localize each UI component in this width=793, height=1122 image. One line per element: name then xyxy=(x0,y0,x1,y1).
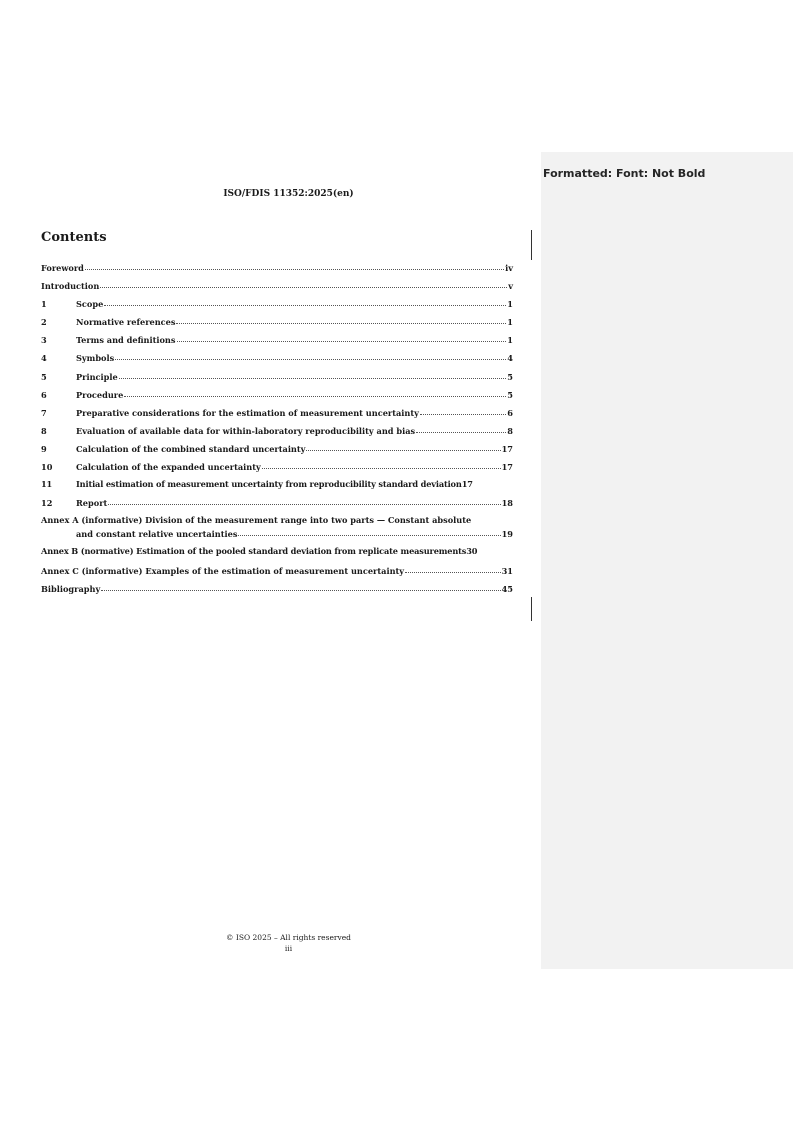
toc-entry-page: 19 xyxy=(501,529,513,540)
dot-leader xyxy=(100,279,507,289)
toc-entry-initial-estimation[interactable] xyxy=(41,478,513,491)
toc-entry-evaluation-available-data[interactable] xyxy=(41,424,513,437)
toc-entry-title: Calculation of the combined standard uncertainty xyxy=(76,443,306,454)
dot-leader xyxy=(262,460,501,470)
toc-entry-title: Annex B (normative) Estimation of the pooled standard deviation from replicate measurements xyxy=(41,546,467,557)
toc-entry-combined-standard-uncertainty[interactable] xyxy=(41,442,513,455)
toc-entry-title: Terms and definitions xyxy=(76,335,176,346)
dot-leader xyxy=(177,333,507,343)
toc-entry-annex-a[interactable] xyxy=(41,514,513,540)
toc-entry-page: 45 xyxy=(501,583,513,594)
toc-entry-page: 31 xyxy=(501,565,513,576)
toc-entry-scope[interactable] xyxy=(41,297,513,310)
toc-entry-terms-definitions[interactable] xyxy=(41,333,513,346)
annex-a-title-line1: Annex A (informative) Division of the measurement range into two parts — Constant absolute xyxy=(41,515,472,526)
toc-entry-normative-references[interactable] xyxy=(41,315,513,328)
dot-leader xyxy=(124,388,506,398)
toc-entry-introduction[interactable] xyxy=(41,279,513,292)
comment-pane-title: Formatted: Font: Not Bold xyxy=(543,167,706,180)
toc-entry-page: iv xyxy=(505,263,513,273)
toc-entry-page: 17 xyxy=(461,479,473,490)
toc-entry-number: 9 xyxy=(41,443,47,454)
page-footer xyxy=(0,932,577,954)
dot-leader xyxy=(405,564,501,574)
toc-entry-report[interactable] xyxy=(41,496,513,509)
toc-entry-title: Initial estimation of measurement uncertainty from reproducibility standard deviation xyxy=(76,479,462,490)
toc-entry-title: Annex C (informative) Examples of the estimation of measurement uncertainty xyxy=(41,565,405,576)
dot-leader xyxy=(115,351,506,361)
toc-entry-expanded-uncertainty[interactable] xyxy=(41,460,513,473)
toc-entry-number: 5 xyxy=(41,371,47,382)
toc-entry-title: Principle xyxy=(76,371,118,382)
toc-entry-preparative-considerations[interactable] xyxy=(41,406,513,419)
toc-entry-page: v xyxy=(508,281,513,292)
dot-leader xyxy=(420,406,506,416)
toc-entry-number: 7 xyxy=(41,407,47,418)
toc-entry-title: Calculation of the expanded uncertainty xyxy=(76,462,261,473)
dot-leader xyxy=(416,424,506,434)
toc-entry-number: 12 xyxy=(41,498,53,509)
toc-entry-title: Scope xyxy=(76,299,104,310)
toc-entry-page: 5 xyxy=(507,371,513,382)
toc-entry-principle[interactable] xyxy=(41,370,513,383)
toc-entry-title: Normative references xyxy=(76,317,176,328)
dot-leader xyxy=(85,261,504,271)
dot-leader xyxy=(176,315,506,325)
dot-leader xyxy=(104,297,506,307)
toc-entry-title: Introduction xyxy=(41,281,100,292)
toc-entry-annex-b[interactable] xyxy=(41,545,513,558)
toc-entry-number: 6 xyxy=(41,389,47,400)
toc-entry-number: 10 xyxy=(41,462,53,473)
toc-entry-number: 4 xyxy=(41,353,47,364)
toc-entry-title: Report xyxy=(76,498,108,509)
page-number: iii xyxy=(284,944,293,953)
toc-entry-title: Evaluation of available data for within-laboratory reproducibility and bias xyxy=(76,425,416,436)
toc-entry-procedure[interactable] xyxy=(41,388,513,401)
toc-entry-page: 17 xyxy=(501,443,513,454)
dot-leader xyxy=(101,582,500,592)
toc-entry-page: 30 xyxy=(466,546,478,557)
contents-heading: Contents xyxy=(41,230,107,245)
toc-entry-page: 18 xyxy=(501,498,513,509)
toc-entry-number: 11 xyxy=(41,479,53,490)
toc-entry-number: 3 xyxy=(41,335,47,346)
toc-entry-page: 4 xyxy=(507,353,513,364)
toc-entry-title: Symbols xyxy=(76,353,115,364)
toc-entry-annex-c[interactable] xyxy=(41,564,513,577)
toc-entry-number: 1 xyxy=(41,299,47,310)
toc-entry-bibliography[interactable] xyxy=(41,582,513,595)
toc-entry-page: 6 xyxy=(507,407,513,418)
document-id-header: ISO/FDIS 11352:2025(en) xyxy=(223,189,354,199)
dot-leader xyxy=(306,442,500,452)
toc-entry-title: Bibliography xyxy=(41,583,101,594)
toc-entry-number: 2 xyxy=(41,317,47,328)
toc-entry-page: 1 xyxy=(507,335,513,346)
comment-pane xyxy=(541,152,793,969)
toc-entry-page: 1 xyxy=(507,299,513,310)
toc-entry-foreword[interactable] xyxy=(41,261,513,274)
toc-entry-title: Procedure xyxy=(76,389,124,400)
dot-leader xyxy=(108,496,500,506)
toc-entry-title: Preparative considerations for the estimation of measurement uncertainty xyxy=(76,407,419,418)
toc-entry-page: 17 xyxy=(501,462,513,473)
table-of-contents xyxy=(41,261,513,600)
toc-entry-number: 8 xyxy=(41,425,47,436)
dot-leader xyxy=(119,370,507,380)
toc-entry-page: 1 xyxy=(507,317,513,328)
dot-leader xyxy=(238,527,500,537)
toc-entry-symbols[interactable] xyxy=(41,351,513,364)
change-bar-top xyxy=(531,230,532,260)
change-bar-bottom xyxy=(531,597,532,621)
annex-a-title-line2: and constant relative uncertainties xyxy=(76,529,238,540)
copyright-notice: © ISO 2025 – All rights reserved xyxy=(226,933,351,942)
toc-entry-title: Foreword xyxy=(41,263,84,273)
toc-entry-page: 5 xyxy=(507,389,513,400)
toc-entry-page: 8 xyxy=(507,425,513,436)
